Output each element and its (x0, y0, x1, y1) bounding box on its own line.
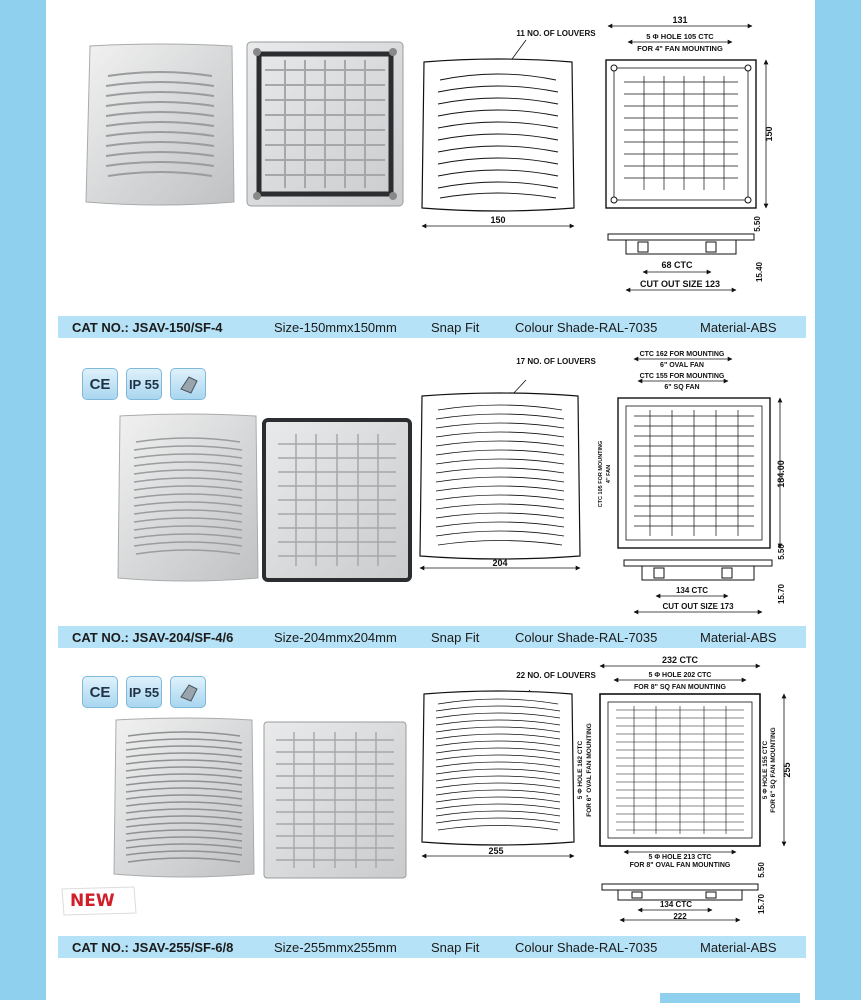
depth-1a: 5.50 (753, 216, 762, 232)
product-photo-front-1 (84, 42, 236, 210)
right-note-3b: FOR 6" SQ FAN MOUNTING (770, 727, 777, 813)
colour-3: Colour Shade-RAL-7035 (515, 940, 658, 955)
bottom-note-3b: FOR 8" OVAL FAN MOUNTING (629, 862, 731, 869)
depth-3a: 5.50 (757, 862, 766, 878)
ip55-badge-2: IP 55 (126, 676, 162, 708)
bottom-note-3a: 5 Φ HOLE 213 CTC (648, 854, 712, 861)
cat-no-3: CAT NO.: JSAV-255/SF-6/8 (72, 940, 234, 955)
front-view-drawing-1 (418, 28, 596, 240)
new-badge-label: NEW (70, 891, 115, 911)
product-photo-back-1 (245, 40, 405, 208)
din-rail-icon (170, 368, 206, 400)
product-photo-back-2 (262, 418, 412, 582)
dimension-drawing-1 (598, 10, 783, 300)
bottom-tab (660, 993, 800, 1003)
cat-bar-2 (58, 626, 806, 648)
top-dim-1: 131 (672, 15, 688, 25)
cat-no-1: CAT NO.: JSAV-150/SF-4 (72, 320, 223, 335)
hole-note-1a: 5 Φ HOLE 105 CTC (646, 32, 714, 41)
ctc-dim-1: 68 CTC (661, 260, 693, 270)
ip55-badge: IP 55 (126, 368, 162, 400)
din-rail-icon-2 (170, 676, 206, 708)
ctc-dim-3: 134 CTC (659, 900, 693, 909)
depth-3b: 15.70 (757, 893, 766, 915)
hole-note-3b: FOR 8" SQ FAN MOUNTING (634, 684, 726, 691)
depth-2a: 5.50 (777, 544, 786, 560)
front-width-2: 204 (492, 558, 508, 568)
cutout-1: CUT OUT SIZE 123 (639, 279, 721, 289)
top-note-2a: CTC 162 FOR MOUNTING (639, 351, 725, 358)
dimension-drawing-3 (577, 652, 794, 924)
hole-note-3a: 5 Φ HOLE 202 CTC (648, 672, 712, 679)
height-dim-1: 150 (764, 126, 774, 142)
ce-mark-badge-2: CE (82, 676, 118, 708)
size-2: Size-204mmx204mm (274, 630, 397, 645)
side-note-2a: CTC 105 FOR MOUNTING (598, 440, 604, 508)
cutout-2: CUT OUT SIZE 173 (662, 602, 734, 611)
right-note-3a: 5 Φ HOLE 155 CTC (762, 740, 769, 800)
depth-1b: 15.40 (755, 261, 764, 283)
height-dim-2: 184.00 (776, 460, 786, 488)
colour-1: Colour Shade-RAL-7035 (515, 320, 658, 335)
depth-2b: 15.70 (777, 583, 786, 605)
top-note-2c: CTC 155 FOR MOUNTING (639, 373, 725, 380)
size-1: Size-150mmx150mm (274, 320, 397, 335)
fit-1: Snap Fit (431, 320, 480, 335)
cat-bar-1 (58, 316, 806, 338)
product-photo-front-3 (112, 716, 256, 880)
product-photo-back-3 (262, 720, 408, 880)
left-note-3b: FOR 6" OVAL FAN MOUNTING (586, 723, 593, 817)
louvers-label-3: 22 NO. OF LOUVERS (516, 671, 596, 680)
height-dim-3: 255 (782, 762, 792, 778)
cutout-3: 222 (673, 912, 687, 921)
cat-no-2: CAT NO.: JSAV-204/SF-4/6 (72, 630, 234, 645)
fit-2: Snap Fit (431, 630, 480, 645)
left-side-band (0, 0, 46, 1000)
front-view-drawing-2 (416, 356, 596, 588)
dimension-drawing-2 (594, 346, 790, 620)
louvers-label-2: 17 NO. OF LOUVERS (516, 357, 596, 366)
right-side-band (815, 0, 861, 1000)
product-photo-front-2 (116, 412, 260, 584)
fit-3: Snap Fit (431, 940, 480, 955)
material-2: Material-ABS (700, 630, 777, 645)
louvers-label-1: 11 NO. OF LOUVERS (516, 29, 596, 38)
top-note-2b: 6" OVAL FAN (660, 362, 704, 369)
left-note-3a: 5 Φ HOLE 162 CTC (577, 740, 584, 800)
ctc-dim-2: 134 CTC (675, 586, 709, 595)
colour-2: Colour Shade-RAL-7035 (515, 630, 658, 645)
material-1: Material-ABS (700, 320, 777, 335)
ce-mark-badge: CE (82, 368, 118, 400)
new-badge (58, 883, 140, 917)
hole-note-1b: FOR 4" FAN MOUNTING (637, 44, 723, 53)
front-width-3: 255 (488, 846, 504, 856)
size-3: Size-255mmx255mm (274, 940, 397, 955)
side-note-2b: 4" FAN (606, 464, 612, 484)
front-width-1: 150 (490, 215, 506, 225)
material-3: Material-ABS (700, 940, 777, 955)
cat-bar-3 (58, 936, 806, 958)
top-note-2d: 6" SQ FAN (664, 384, 700, 391)
top-dim-3: 232 CTC (661, 655, 699, 665)
